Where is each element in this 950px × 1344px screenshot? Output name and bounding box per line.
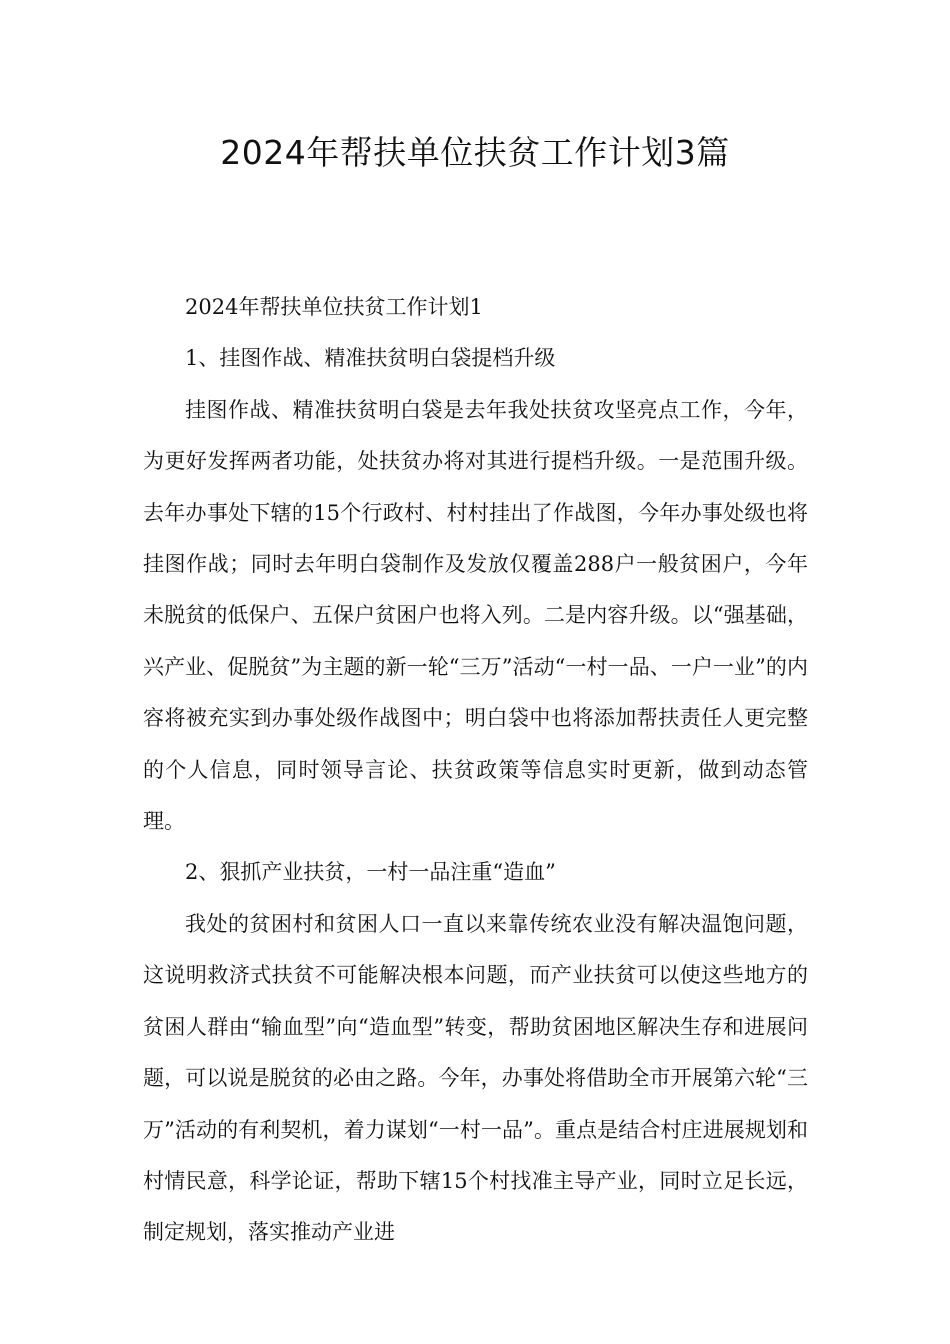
body-paragraph-1: 挂图作战、精准扶贫明白袋是去年我处扶贫攻坚亮点工作，今年，为更好发挥两者功能，处扶贫办将对其进行提档升级。一是范围升级。去年办事处下辖的15个行政村、村村挂出了作战图，今年办事处级也将挂图作战；同时去年明白袋制作及发放仅覆盖288户一般贫困户，今年未脱贫的低保户、五保户贫困户也将入列。二是内容升级。以“强基础，兴产业、促脱贫”为主题的新一轮“三万”活动“一村一品、一户一业”的内容将被充实到办事处级作战图中；明白袋中也将添加帮扶责任人更完整的个人信息，同时领导言论、扶贫政策等信息实时更新，做到动态管理。 xyxy=(143,397,808,834)
section-heading-item-2: 2、狠抓产业扶贫，一村一品注重“造血” xyxy=(185,860,556,885)
document-title: 2024年帮扶单位扶贫工作计划3篇 xyxy=(220,133,730,172)
section-heading-item-1: 1、挂图作战、精准扶贫明白袋提档升级 xyxy=(185,346,556,371)
section-heading-plan-1: 2024年帮扶单位扶贫工作计划1 xyxy=(185,295,483,319)
body-paragraph-2: 我处的贫困村和贫困人口一直以来靠传统农业没有解决温饱问题，这说明救济式扶贫不可能解决根本问题，而产业扶贫可以使这些地方的贫困人群由“输血型”向“造血型”转变，帮助贫困地区解决生存和进展问题，可以说是脱贫的必由之路。今年，办事处将借助全市开展第六轮“三万”活动的有利契机，着力谋划“一村一品”。重点是结合村庄进展规划和村情民意，科学论证，帮助下辖15个村找准主导产业，同时立足长远，制定规划，落实推动产业进 xyxy=(143,911,808,1245)
document-body xyxy=(143,282,808,1259)
